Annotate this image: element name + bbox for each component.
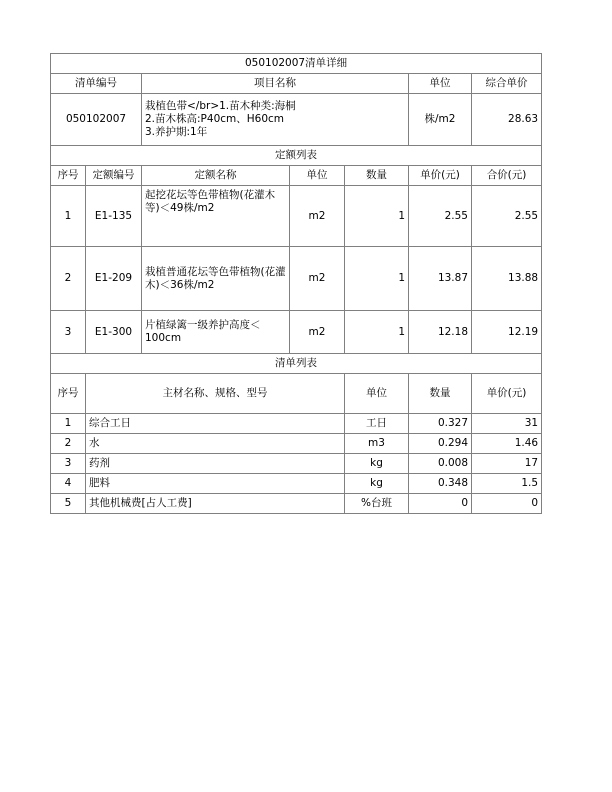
quota-row — [51, 186, 542, 247]
material-qty: 0.294 — [409, 434, 472, 454]
material-name: 肥料 — [86, 474, 345, 494]
item-name — [142, 94, 409, 146]
material-price: 31 — [472, 414, 542, 434]
material-unit: m3 — [345, 434, 409, 454]
list-row — [51, 494, 542, 514]
material-name: 水 — [86, 434, 345, 454]
column-header: 定额名称 — [142, 166, 290, 186]
detail-sheet — [50, 53, 542, 514]
quota-unit: m2 — [290, 311, 345, 354]
quota-total: 13.88 — [472, 247, 542, 311]
quota-qty: 1 — [345, 311, 409, 354]
material-unit: 工日 — [345, 414, 409, 434]
material-qty: 0.348 — [409, 474, 472, 494]
material-qty: 0 — [409, 494, 472, 514]
column-header: 数量 — [409, 374, 472, 414]
quota-price: 12.18 — [409, 311, 472, 354]
quota-total: 12.19 — [472, 311, 542, 354]
material-unit: kg — [345, 454, 409, 474]
row-number: 3 — [51, 454, 86, 474]
quota-header-row — [51, 166, 542, 186]
row-number: 5 — [51, 494, 86, 514]
column-header: 单位 — [290, 166, 345, 186]
code-header: 清单编号 — [51, 74, 142, 94]
quota-price: 13.87 — [409, 247, 472, 311]
row-number: 3 — [51, 311, 86, 354]
column-header: 数量 — [345, 166, 409, 186]
item-price: 28.63 — [472, 94, 542, 146]
quota-code: E1-135 — [86, 186, 142, 247]
material-price: 0 — [472, 494, 542, 514]
material-price: 1.46 — [472, 434, 542, 454]
material-name: 药剂 — [86, 454, 345, 474]
column-header: 序号 — [51, 374, 86, 414]
quota-qty: 1 — [345, 247, 409, 311]
quota-total: 2.55 — [472, 186, 542, 247]
list-section-title: 清单列表 — [51, 354, 542, 374]
quota-name: 片植绿篱一级养护高度＜100cm — [142, 311, 290, 354]
row-number: 1 — [51, 186, 86, 247]
item-name-line: 2.苗木株高:P40cm、H60cm — [145, 113, 285, 125]
list-header-row — [51, 374, 542, 414]
material-price: 17 — [472, 454, 542, 474]
column-header: 合价(元) — [472, 166, 542, 186]
item-code: 050102007 — [51, 94, 142, 146]
quota-row — [51, 247, 542, 311]
quota-code: E1-209 — [86, 247, 142, 311]
material-name: 综合工日 — [86, 414, 345, 434]
column-header: 单价(元) — [409, 166, 472, 186]
quota-unit: m2 — [290, 247, 345, 311]
row-number: 1 — [51, 414, 86, 434]
quota-section-title: 定额列表 — [51, 146, 542, 166]
column-header: 主材名称、规格、型号 — [86, 374, 345, 414]
row-number: 4 — [51, 474, 86, 494]
row-number: 2 — [51, 434, 86, 454]
name-header: 项目名称 — [142, 74, 409, 94]
list-row — [51, 454, 542, 474]
column-header: 序号 — [51, 166, 86, 186]
item-unit: 株/m2 — [409, 94, 472, 146]
quota-name: 栽植普通花坛等色带植物(花灌木)＜36株/m2 — [142, 247, 290, 311]
column-header: 定额编号 — [86, 166, 142, 186]
quota-name: 起挖花坛等色带植物(花灌木等)＜49株/m2 — [142, 186, 290, 247]
item-name-line: 栽植色带</br>1.苗木种类:海桐 — [145, 100, 296, 112]
list-row — [51, 434, 542, 454]
material-unit: kg — [345, 474, 409, 494]
row-number: 2 — [51, 247, 86, 311]
sheet-title: 050102007清单详细 — [51, 54, 542, 74]
item-header-row — [51, 74, 542, 94]
quota-unit: m2 — [290, 186, 345, 247]
quota-code: E1-300 — [86, 311, 142, 354]
material-price: 1.5 — [472, 474, 542, 494]
column-header: 单价(元) — [472, 374, 542, 414]
list-row — [51, 474, 542, 494]
quota-price: 2.55 — [409, 186, 472, 247]
column-header: 单位 — [345, 374, 409, 414]
item-name-line: 3.养护期:1年 — [145, 126, 208, 138]
material-qty: 0.327 — [409, 414, 472, 434]
unit-header: 单位 — [409, 74, 472, 94]
item-row — [51, 94, 542, 146]
material-name: 其他机械费[占人工费] — [86, 494, 345, 514]
list-row — [51, 414, 542, 434]
quota-qty: 1 — [345, 186, 409, 247]
material-qty: 0.008 — [409, 454, 472, 474]
price-header: 综合单价 — [472, 74, 542, 94]
quota-row — [51, 311, 542, 354]
material-unit: %台班 — [345, 494, 409, 514]
